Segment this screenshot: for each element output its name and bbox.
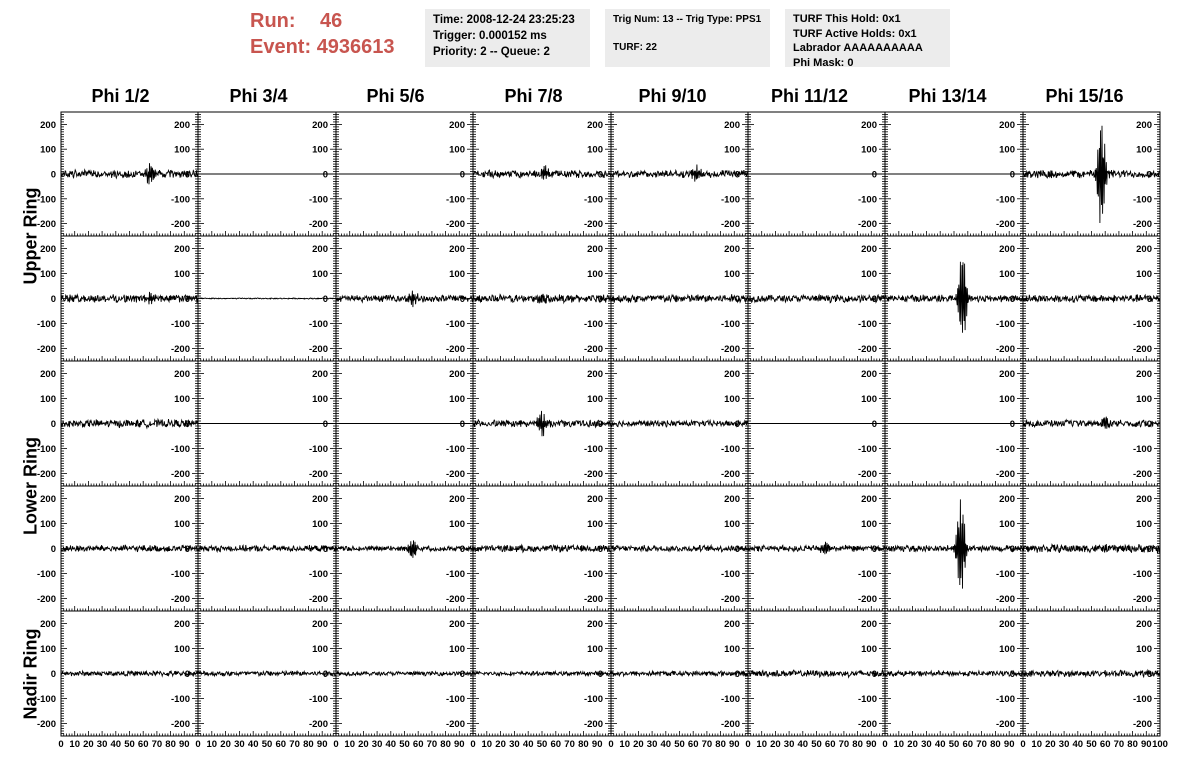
waveform-r3c5 [611, 420, 748, 427]
y-tick-label-r1c2: 200 [312, 119, 328, 131]
y-tick-label-r4c6: -100 [857, 569, 877, 580]
phi-mask-text: Phi Mask: 0 [793, 56, 854, 69]
y-tick-label-r3c2: 100 [312, 394, 328, 405]
waveform-r3c1 [61, 419, 198, 428]
y-tick-label-r4c2: 0 [322, 544, 328, 555]
y-tick-label-r2c2: 100 [312, 269, 328, 280]
y-tick-label-r1c7: 0 [1009, 169, 1015, 181]
y-tick-label-r3c7: -100 [995, 444, 1015, 455]
row-title-nadir-ring: Nadir Ring [20, 628, 41, 720]
y-tick-label-r1c1: 100 [174, 144, 190, 156]
y-tick-label-r2c5: -100 [720, 319, 740, 330]
priority-text: Priority: 2 -- Queue: 2 [433, 46, 550, 58]
y-tick-label-r3c1: 100 [174, 394, 190, 405]
y-tick-label-r1c8: 0 [1146, 169, 1152, 181]
y-tick-label-r4c4: -200 [583, 594, 603, 605]
y-tick-label-r3c1: -200 [170, 469, 190, 480]
y-tick-label-r1c5: -200 [720, 219, 740, 231]
y-tick-label-r4c4: -100 [583, 569, 603, 580]
y-tick-label-r1c4: 200 [587, 119, 603, 131]
waveform-r1c4 [473, 165, 611, 179]
y-tick-label-r3c6: 200 [861, 369, 877, 380]
y-tick-label-r4c6: -200 [857, 594, 877, 605]
y-tick-label-r2c6: 200 [861, 244, 877, 255]
y-tick-label-r3c4: 100 [587, 394, 603, 405]
y-tick-label-r1c3: -100 [445, 194, 465, 206]
y-tick-label-r4c7: 0 [1009, 544, 1015, 555]
waveform-r4c2 [198, 545, 336, 552]
event-value: 4936613 [316, 36, 395, 58]
y-tick-label-r3c7: 0 [1009, 419, 1015, 430]
y-tick-label-r2c6: 100 [861, 269, 877, 280]
col-title-phi-15-16: Phi 15/16 [1045, 86, 1124, 106]
y-tick-label-r2c2: 200 [312, 244, 328, 255]
waveform-r4c6 [748, 542, 885, 554]
col-title-phi-7-8: Phi 7/8 [504, 86, 563, 106]
y-tick-label-r1c3: 0 [459, 169, 465, 181]
y-tick-label-r3c1: -100 [170, 444, 190, 455]
waveform-r1c5 [611, 165, 748, 182]
y-tick-label-r1c3: -200 [445, 219, 465, 231]
y-tick-label-r1c2: 100 [312, 144, 328, 156]
y-tick-label-r3c2: -200 [308, 469, 328, 480]
y-tick-label-r1c6: 0 [871, 169, 877, 181]
waveform-r4c4 [473, 545, 611, 552]
y-tick-label-r1c1: -100 [170, 194, 190, 206]
y-tick-label-r3c1: 0 [184, 419, 190, 430]
y-tick-label-r1c1: -200 [170, 219, 190, 231]
run-value: 46 [320, 10, 343, 32]
y-tick-label-r1c4: -200 [583, 219, 603, 231]
y-tick-label-r2c1: 0 [184, 294, 190, 305]
waveform-r4c5 [611, 545, 748, 552]
y-tick-label-r3c5: 100 [724, 394, 740, 405]
y-tick-label-r2c5: 0 [734, 294, 740, 305]
y-tick-label-r4c3: -100 [445, 569, 465, 580]
y-tick-label-r1c1: 0 [184, 169, 190, 181]
y-tick-label-r4c1: 100 [174, 519, 190, 530]
time-text: Time: 2008-12-24 23:25:23 [433, 14, 575, 26]
turf-text: TURF: 22 [613, 42, 657, 53]
y-tick-label-r2c4: -100 [583, 319, 603, 330]
y-tick-label-r3c2: -100 [308, 444, 328, 455]
y-tick-label-r2c4: -200 [583, 344, 603, 355]
y-tick-label-r4c1: -100 [170, 569, 190, 580]
y-tick-label-r4c5: 0 [734, 544, 740, 555]
y-tick-label-r1c6: 100 [861, 144, 877, 156]
y-tick-label-r1c7: 100 [999, 144, 1015, 156]
y-tick-label-r2c3: 0 [459, 294, 465, 305]
y-tick-label-r1c4: 100 [587, 144, 603, 156]
waveform-r4c1 [61, 545, 198, 552]
y-tick-label-r2c8: 200 [1136, 244, 1152, 255]
col-title-phi-3-4: Phi 3/4 [229, 86, 288, 106]
waveform-r2c8 [1023, 294, 1160, 302]
y-tick-label-r2c8: 100 [1136, 269, 1152, 280]
y-tick-label-r1c3: 200 [449, 119, 465, 131]
col-title-phi-5-6: Phi 5/6 [366, 86, 425, 106]
y-tick-label-r2c3: -100 [445, 319, 465, 330]
y-tick-label-r4c7: 100 [999, 519, 1015, 530]
y-tick-label-r1c5: -100 [720, 194, 740, 206]
waveform-r3c8 [1023, 417, 1160, 429]
y-tick-label-r1c3: 100 [449, 144, 465, 156]
y-tick-label-r2c5: 100 [724, 269, 740, 280]
y-tick-label-r2c8: -200 [1132, 344, 1152, 355]
y-tick-label-r4c3: 200 [449, 494, 465, 505]
y-tick-label-r1c6: 200 [861, 119, 877, 131]
col-title-phi-1-2: Phi 1/2 [91, 86, 150, 106]
y-tick-label-r3c7: 200 [999, 369, 1015, 380]
y-tick-label-r4c3: 0 [459, 544, 465, 555]
y-tick-label-r2c7: -100 [995, 319, 1015, 330]
y-tick-label-r3c3: -200 [445, 469, 465, 480]
y-tick-label-r4c4: 100 [587, 519, 603, 530]
y-tick-label-r3c8: 100 [1136, 394, 1152, 405]
waveform-r2c2 [198, 298, 336, 299]
y-tick-label-r2c2: 0 [322, 294, 328, 305]
y-tick-label-r1c7: -200 [995, 219, 1015, 231]
col-title-phi-11-12: Phi 11/12 [770, 86, 849, 106]
y-tick-label-r3c5: -200 [720, 469, 740, 480]
y-tick-label-r3c6: -100 [857, 444, 877, 455]
y-tick-label-r3c4: -200 [583, 469, 603, 480]
y-tick-label-r2c8: 0 [1146, 294, 1152, 305]
y-tick-label-r4c5: 100 [724, 519, 740, 530]
y-tick-label-r1c2: -200 [308, 219, 328, 231]
y-tick-label-r2c4: 0 [597, 294, 603, 305]
y-tick-label-r4c6: 200 [861, 494, 877, 505]
y-tick-label-r3c5: 200 [724, 369, 740, 380]
y-tick-label-r3c6: 100 [861, 394, 877, 405]
labrador-text: Labrador AAAAAAAAAA [793, 42, 923, 54]
y-tick-label-r3c3: -100 [445, 444, 465, 455]
y-tick-label-r4c2: 200 [312, 494, 328, 505]
y-tick-label-r4c7: -200 [995, 594, 1015, 605]
y-tick-label-r4c7: 200 [999, 494, 1015, 505]
y-tick-label-r1c5: 200 [724, 119, 740, 131]
y-tick-label-r2c6: 0 [871, 294, 877, 305]
waveform-r4c3 [336, 540, 473, 558]
waveform-r2c5 [611, 294, 748, 303]
y-tick-label-r1c6: -100 [857, 194, 877, 206]
y-tick-label-r2c1: -200 [170, 344, 190, 355]
y-tick-label-r1c4: 0 [597, 169, 603, 181]
y-tick-label-r3c8: -200 [1132, 469, 1152, 480]
y-tick-label-r2c3: 100 [449, 269, 465, 280]
y-tick-label-r4c5: -200 [720, 594, 740, 605]
y-tick-label-r4c6: 100 [861, 519, 877, 530]
y-tick-label-r1c8: -200 [1132, 219, 1152, 231]
y-tick-label-r1c2: 0 [322, 169, 328, 181]
col-title-phi-13-14: Phi 13/14 [908, 86, 987, 106]
y-tick-label-r2c7: 100 [999, 269, 1015, 280]
y-tick-label-r4c2: -100 [308, 569, 328, 580]
waveform-r2c6 [748, 295, 885, 303]
y-tick-label-r4c3: 100 [449, 519, 465, 530]
y-tick-label-r2c3: 200 [449, 244, 465, 255]
y-tick-label-r1c8: 100 [1136, 144, 1152, 156]
y-tick-label-r1c4: -100 [583, 194, 603, 206]
y-tick-label-r4c3: -200 [445, 594, 465, 605]
row-title-upper-ring: Upper Ring [20, 187, 41, 285]
y-tick-label-r3c4: 0 [597, 419, 603, 430]
y-tick-label-r2c4: 100 [587, 269, 603, 280]
y-tick-label-r3c4: -100 [583, 444, 603, 455]
waveform-r3c4 [473, 411, 611, 436]
y-tick-label-r2c4: 200 [587, 244, 603, 255]
y-tick-label-r2c2: -100 [308, 319, 328, 330]
trigger-text: Trigger: 0.000152 ms [433, 30, 547, 42]
y-tick-label-r3c6: 0 [871, 419, 877, 430]
y-tick-label-r1c5: 100 [724, 144, 740, 156]
y-tick-label-r4c2: -200 [308, 594, 328, 605]
y-tick-label-r4c1: 200 [174, 494, 190, 505]
event-label: Event: [250, 36, 312, 58]
y-tick-label-r4c4: 0 [597, 544, 603, 555]
y-tick-label-r3c3: 100 [449, 394, 465, 405]
y-tick-label-r3c5: 0 [734, 419, 740, 430]
y-tick-label-r2c1: -100 [170, 319, 190, 330]
y-tick-label-r3c8: 200 [1136, 369, 1152, 380]
y-tick-label-r2c1: 100 [174, 269, 190, 280]
y-tick-label-r3c4: 200 [587, 369, 603, 380]
trig-num-text: Trig Num: 13 -- Trig Type: PPS1 [613, 14, 762, 25]
y-tick-label-r4c1: -200 [170, 594, 190, 605]
y-tick-label-r2c7: 0 [1009, 294, 1015, 305]
y-tick-label-r1c6: -200 [857, 219, 877, 231]
y-tick-label-r2c8: -100 [1132, 319, 1152, 330]
turf-active-text: TURF Active Holds: 0x1 [793, 27, 917, 40]
y-tick-label-r3c1: 200 [174, 369, 190, 380]
col-title-phi-9-10: Phi 9/10 [638, 86, 707, 106]
y-tick-label-r1c1: 200 [174, 119, 190, 131]
y-tick-label-r2c2: -200 [308, 344, 328, 355]
y-tick-label-r4c5: -100 [720, 569, 740, 580]
waveform-r2c4 [473, 294, 611, 304]
y-tick-label-r1c8: -100 [1132, 194, 1152, 206]
turf-hold-text: TURF This Hold: 0x1 [793, 13, 901, 25]
y-tick-label-r3c7: 100 [999, 394, 1015, 405]
run-label: Run: [250, 10, 296, 32]
y-tick-label-r2c7: -200 [995, 344, 1015, 355]
y-tick-label-r3c7: -200 [995, 469, 1015, 480]
y-tick-label-r3c8: 0 [1146, 419, 1152, 430]
waveform-r2c3 [336, 291, 473, 308]
y-tick-label-r1c7: -100 [995, 194, 1015, 206]
y-tick-label-r2c5: -200 [720, 344, 740, 355]
y-tick-label-r4c7: -100 [995, 569, 1015, 580]
y-tick-label-r2c5: 200 [724, 244, 740, 255]
y-tick-label-r3c5: -100 [720, 444, 740, 455]
y-tick-label-r2c3: -200 [445, 344, 465, 355]
y-tick-label-r1c7: 200 [999, 119, 1015, 131]
y-tick-label-r1c2: -100 [308, 194, 328, 206]
y-tick-label-r2c1: 200 [174, 244, 190, 255]
y-tick-label-r2c6: -200 [857, 344, 877, 355]
y-tick-label-r2c6: -100 [857, 319, 877, 330]
row-title-lower-ring: Lower Ring [20, 437, 41, 535]
y-tick-label-r1c5: 0 [734, 169, 740, 181]
y-tick-label-r4c5: 200 [724, 494, 740, 505]
y-tick-label-r4c6: 0 [871, 544, 877, 555]
y-tick-label-r3c2: 0 [322, 419, 328, 430]
y-tick-label-r4c2: 100 [312, 519, 328, 530]
y-tick-label-r3c3: 0 [459, 419, 465, 430]
waveform-r2c1 [61, 292, 198, 304]
waveform-r1c1 [61, 163, 198, 184]
y-tick-label-r2c7: 200 [999, 244, 1015, 255]
y-tick-label-r3c2: 200 [312, 369, 328, 380]
waveform-r1c8 [1023, 126, 1160, 223]
y-tick-label-r3c3: 200 [449, 369, 465, 380]
y-tick-label-r1c8: 200 [1136, 119, 1152, 131]
y-tick-label-r3c6: -200 [857, 469, 877, 480]
y-tick-label-r4c1: 0 [184, 544, 190, 555]
y-tick-label-r3c8: -100 [1132, 444, 1152, 455]
y-tick-label-r4c4: 200 [587, 494, 603, 505]
